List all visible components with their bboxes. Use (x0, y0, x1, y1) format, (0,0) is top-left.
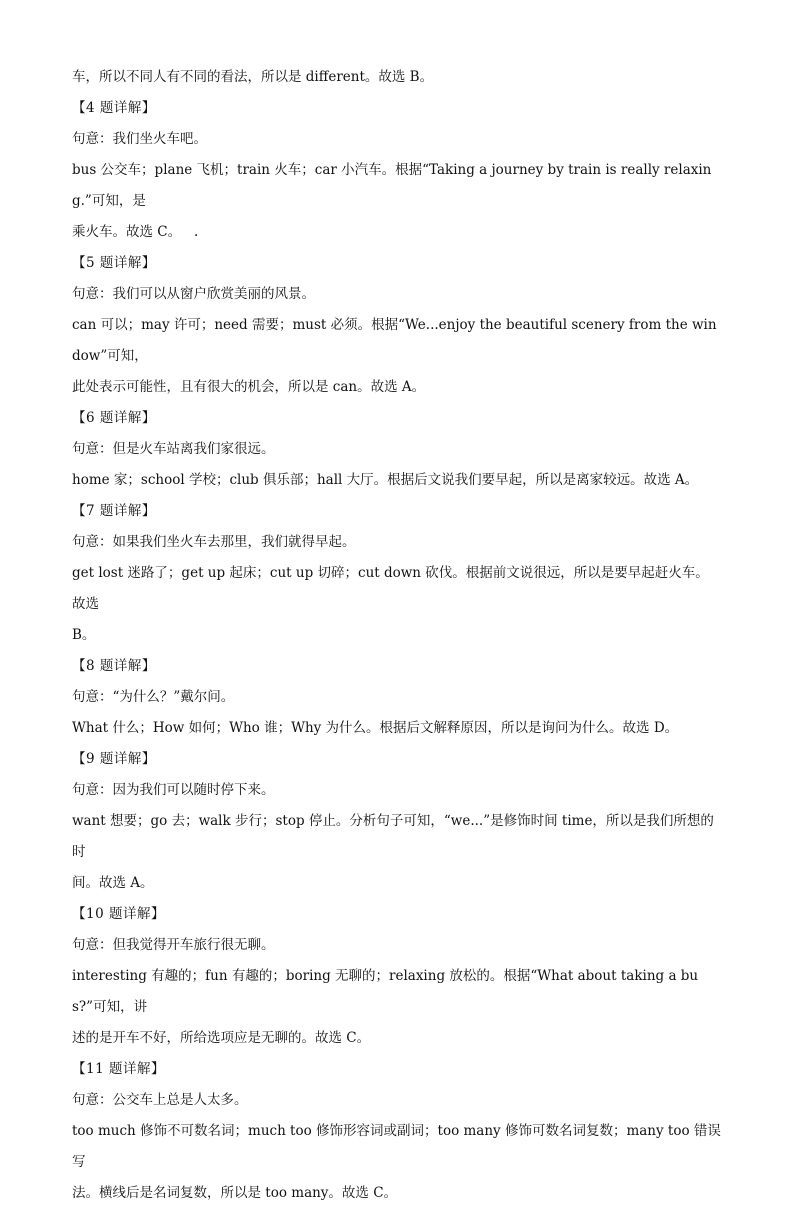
sentence-meaning-q4: 句意：我们坐火车吧。 (72, 131, 207, 147)
section-heading-q6: 【6 题详解】 (72, 410, 156, 426)
explanation-line: 述的是开车不好，所给选项应是无聊的。故选 C。 (72, 1030, 371, 1046)
sentence-meaning-q7: 句意：如果我们坐火车去那里，我们就得早起。 (72, 534, 356, 550)
explanation-line: 乘火车。故选 C。 . (72, 224, 199, 240)
sentence-meaning-q8: 句意：“为什么？”戴尔问。 (72, 689, 235, 705)
sentence-meaning-q5: 句意：我们可以从窗户欣赏美丽的风景。 (72, 286, 315, 302)
section-heading-q7: 【7 题详解】 (72, 503, 156, 519)
explanation-line: want 想要；go 去；walk 步行；stop 停止。分析句子可知，“we...”是修饰时间 time，所以是我们所想的时 (72, 813, 714, 860)
explanation-line: interesting 有趣的；fun 有趣的；boring 无聊的；relaxing 放松的。根据“What about taking a bus?”可知，讲 (72, 968, 699, 1015)
explanation-line: B。 (72, 627, 96, 643)
section-heading-q11: 【11 题详解】 (72, 1061, 165, 1077)
explanation-line: can 可以；may 许可；need 需要；must 必须。根据“We...enjoy the beautiful scenery from the window”可知， (72, 317, 717, 364)
section-heading-q10: 【10 题详解】 (72, 906, 165, 922)
sentence-meaning-q9: 句意：因为我们可以随时停下来。 (72, 782, 275, 798)
section-heading-q9: 【9 题详解】 (72, 751, 156, 767)
explanation-line: get lost 迷路了；get up 起床；cut up 切碎；cut down 砍伐。根据前文说很远，所以是要早起赶火车。故选 (72, 565, 709, 612)
sentence-meaning-q10: 句意：但我觉得开车旅行很无聊。 (72, 937, 275, 953)
explanation-line: home 家；school 学校；club 俱乐部；hall 大厅。根据后文说我们要早起，所以是离家较远。故选 A。 (72, 472, 699, 488)
sentence-meaning-q11: 句意：公交车上总是人太多。 (72, 1092, 248, 1108)
section-heading-q5: 【5 题详解】 (72, 255, 156, 271)
section-heading-q4: 【4 题详解】 (72, 100, 156, 116)
explanation-line: 间。故选 A。 (72, 875, 154, 891)
section-heading-q8: 【8 题详解】 (72, 658, 156, 674)
paragraph-line: 车，所以不同人有不同的看法，所以是 different。故选 B。 (72, 69, 434, 85)
explanation-line: bus 公交车；plane 飞机；train 火车；car 小汽车。根据“Taking a journey by train is really relaxing.”可知，是 (72, 162, 712, 209)
explanation-line: too much 修饰不可数名词；much too 修饰形容词或副词；too many 修饰可数名词复数；many too 错误写 (72, 1123, 721, 1170)
document-body (72, 62, 722, 1209)
explanation-line: 法。横线后是名词复数，所以是 too many。故选 C。 (72, 1185, 398, 1201)
explanation-line: 此处表示可能性，且有很大的机会，所以是 can。故选 A。 (72, 379, 426, 395)
explanation-line: What 什么；How 如何；Who 谁；Why 为什么。根据后文解释原因，所以是询问为什么。故选 D。 (72, 720, 679, 736)
sentence-meaning-q6: 句意：但是火车站离我们家很远。 (72, 441, 275, 457)
